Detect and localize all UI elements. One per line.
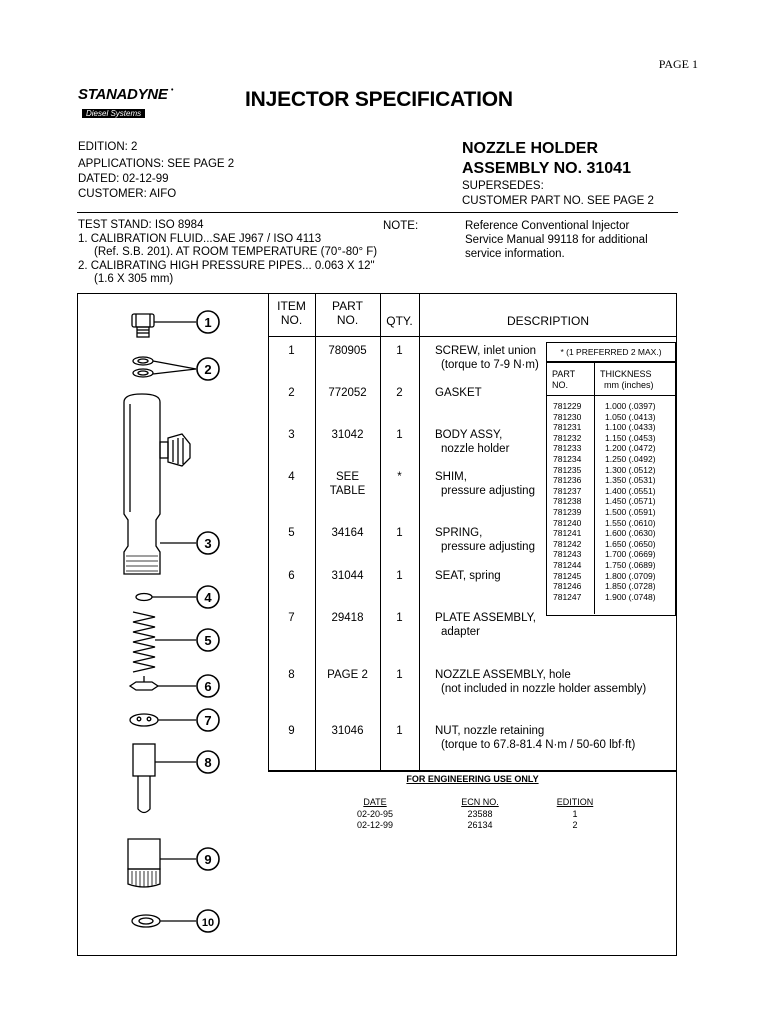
eng-header-ecn-text: ECN NO.	[461, 797, 499, 807]
logo-brand: STANADYNE	[78, 86, 168, 103]
shim-part-no: 781231	[553, 422, 582, 433]
row-qty: 1	[396, 345, 403, 357]
row-description	[435, 526, 535, 554]
row-qty: 1	[396, 429, 403, 441]
row-part-no	[315, 386, 380, 400]
callout-number: 9	[204, 852, 212, 867]
shim-part-no: 781244	[553, 559, 582, 570]
row-description-line2: (torque to 67.8-81.4 N·m / 50-60 lbf·ft)	[441, 739, 636, 751]
eng-header-date	[345, 797, 405, 807]
header-qty: QTY.	[386, 314, 413, 328]
spring-part	[133, 612, 155, 672]
header-part	[315, 299, 380, 327]
row-item-no: 3	[288, 429, 295, 441]
row-description-line2: pressure adjusting	[441, 541, 535, 553]
shim-header-thickness	[600, 369, 654, 390]
screw-part	[132, 314, 154, 337]
shim-note: * (1 PREFERRED 2 MAX.)	[546, 342, 676, 362]
assembly-title-line1: NOZZLE HOLDER	[462, 140, 598, 157]
row-item-no: 5	[288, 527, 295, 539]
header-part-line1: PART	[332, 299, 363, 313]
row-qty: 1	[396, 570, 403, 582]
callout-number: 2	[204, 362, 212, 377]
shim-thickness: 1.200 (.0472)	[605, 443, 656, 454]
row-part-line1: 34164	[331, 527, 364, 539]
shim-thickness: 1.250 (.0492)	[605, 453, 656, 464]
header-part-line2: NO.	[336, 313, 359, 327]
row-part-no	[315, 724, 380, 738]
shim-thickness: 1.300 (.0512)	[605, 464, 656, 475]
test-stand-block	[78, 219, 377, 287]
row-item-no: 6	[288, 570, 295, 582]
engineering-divider	[268, 770, 677, 772]
body-part	[124, 394, 190, 574]
spring-seat-part	[130, 676, 158, 690]
page-number: PAGE 1	[658, 57, 698, 71]
test-line-3: 2. CALIBRATING HIGH PRESSURE PIPES... 0.063 X 12"	[78, 259, 375, 272]
engineering-title-text: FOR ENGINEERING USE ONLY	[406, 774, 539, 784]
shim-thickness: 1.650 (.0650)	[605, 538, 656, 549]
shim-part-no: 781243	[553, 549, 582, 560]
eng-header-ecn	[450, 797, 510, 807]
exploded-view-drawing	[78, 294, 268, 956]
gasket-parts	[133, 357, 153, 377]
engineering-title	[268, 774, 677, 784]
row-description-line1: PLATE ASSEMBLY,	[435, 612, 536, 624]
stanadyne-logo	[78, 86, 178, 121]
table-header-divider	[268, 336, 677, 337]
row-item-no: 7	[288, 612, 295, 624]
callout-number: 1	[204, 315, 212, 330]
row-qty: 1	[396, 669, 403, 681]
customer-part-text: CUSTOMER PART NO. SEE PAGE 2	[462, 195, 654, 207]
table-divider	[419, 293, 420, 770]
shim-thickness: 1.900 (.0748)	[605, 591, 656, 602]
shim-thickness: 1.450 (.0571)	[605, 496, 656, 507]
shim-part-no: 781235	[553, 464, 582, 475]
row-qty: 2	[396, 387, 403, 399]
eng-date: 02-12-99	[356, 820, 394, 830]
eng-edition: 2	[572, 820, 578, 830]
row-description	[435, 470, 535, 498]
shim-part-no: 781247	[553, 591, 582, 602]
shim-thickness-list	[605, 401, 656, 602]
row-part-line1: 31046	[331, 725, 364, 737]
shim-thickness: 1.550 (.0610)	[605, 517, 656, 528]
shim-part-no: 781233	[553, 443, 582, 454]
row-description-line2: nozzle holder	[441, 443, 510, 455]
row-item-no: 8	[288, 669, 295, 681]
nozzle-nut-part	[128, 839, 160, 887]
row-part-line1: 780905	[328, 345, 367, 357]
header-item-line2: NO.	[280, 313, 303, 327]
header-right	[462, 139, 654, 209]
callout-number: 3	[204, 536, 212, 551]
shim-part	[136, 594, 152, 601]
header-divider	[77, 212, 678, 213]
shim-header-thickness-line2: mm (inches)	[604, 379, 654, 390]
shim-thickness: 1.500 (.0591)	[605, 506, 656, 517]
row-qty: *	[397, 471, 402, 483]
eng-header-date-text: DATE	[363, 797, 387, 807]
shim-thickness: 1.850 (.0728)	[605, 581, 656, 592]
row-part-no	[315, 344, 380, 358]
row-part-line1: PAGE 2	[327, 669, 368, 681]
row-part-no	[315, 668, 380, 682]
row-description-line1: GASKET	[435, 387, 482, 399]
row-description-line1: SHIM,	[435, 471, 467, 483]
row-part-line2: TABLE	[329, 485, 366, 497]
dated-text: DATED: 02-12-99	[78, 173, 169, 185]
shim-part-list	[553, 401, 581, 602]
test-line-4: (1.6 X 305 mm)	[94, 273, 174, 285]
washer-part	[132, 915, 160, 927]
row-description-line2: (torque to 7-9 N·m)	[441, 359, 539, 371]
row-description-line1: SPRING,	[435, 527, 483, 539]
shim-header-thickness-line1: THICKNESS	[600, 369, 652, 379]
note-label: NOTE:	[383, 220, 419, 232]
shim-thickness: 1.400 (.0551)	[605, 485, 656, 496]
eng-date: 02-20-95	[356, 809, 394, 819]
shim-part-no: 781234	[553, 453, 582, 464]
row-part-line1: SEE	[335, 471, 359, 483]
callout-number: 4	[204, 590, 212, 605]
row-part-line1: 31044	[331, 570, 364, 582]
shim-part-no: 781230	[553, 411, 582, 422]
shim-thickness: 1.600 (.0630)	[605, 528, 656, 539]
row-item-no: 2	[288, 387, 295, 399]
shim-part-no: 781245	[553, 570, 582, 581]
eng-edition: 1	[572, 809, 578, 819]
row-part-no	[315, 569, 380, 583]
shim-column-divider	[594, 362, 595, 614]
shim-thickness: 1.800 (.0709)	[605, 570, 656, 581]
row-part-line1: 29418	[331, 612, 364, 624]
shim-part-no: 781240	[553, 517, 582, 528]
assembly-title-line2: ASSEMBLY NO. 31041	[462, 160, 631, 177]
shim-thickness: 1.750 (.0689)	[605, 559, 656, 570]
shim-part-no: 781238	[553, 496, 582, 507]
shim-thickness: 1.350 (.0531)	[605, 475, 656, 486]
shim-part-no: 781242	[553, 538, 582, 549]
shim-part-no: 781239	[553, 506, 582, 517]
shim-part-no: 781229	[553, 401, 582, 411]
callout-number: 6	[204, 679, 212, 694]
shim-table	[546, 342, 676, 614]
test-line-2: (Ref. S.B. 201). AT ROOM TEMPERATURE (70°-80° F)	[94, 246, 378, 258]
callout-number: 8	[204, 755, 212, 770]
note-line-1: Reference Conventional Injector	[465, 220, 630, 232]
edition-text: EDITION: 2	[78, 141, 138, 153]
row-description-line2: adapter	[441, 626, 481, 638]
row-item-no: 4	[288, 471, 295, 483]
header-item	[268, 299, 315, 327]
callout-number: 7	[204, 713, 212, 728]
shim-header-part-line1: PART	[552, 369, 576, 379]
header-item-line1: ITEM	[277, 299, 306, 313]
row-description	[435, 611, 536, 639]
shim-header-divider	[546, 395, 676, 396]
row-part-line1: 31042	[331, 429, 364, 441]
page-title: INJECTOR SPECIFICATION	[245, 88, 513, 111]
shim-part-no: 781232	[553, 432, 582, 443]
row-item-no: 1	[288, 345, 295, 357]
shim-part-no: 781236	[553, 475, 582, 486]
row-description	[435, 428, 509, 456]
shim-header-part	[552, 369, 575, 390]
row-part-no	[315, 470, 380, 498]
row-description-line2: (not included in nozzle holder assembly)	[441, 683, 647, 695]
note-text	[465, 219, 648, 261]
row-description-line1: NUT, nozzle retaining	[435, 725, 545, 737]
row-part-line1: 772052	[328, 387, 367, 399]
row-part-no	[315, 526, 380, 540]
row-description-line1: NOZZLE ASSEMBLY, hole	[435, 669, 571, 681]
shim-thickness: 1.150 (.0453)	[605, 432, 656, 443]
shim-part-no: 781241	[553, 528, 582, 539]
shim-header-part-line2: NO.	[552, 379, 569, 390]
nozzle-part	[133, 744, 155, 813]
eng-ecn: 26134	[467, 820, 493, 830]
row-part-no	[315, 428, 380, 442]
row-description-line1: BODY ASSY,	[435, 429, 503, 441]
row-description	[435, 724, 635, 752]
shim-thickness: 1.050 (.0413)	[605, 411, 656, 422]
row-qty: 1	[396, 527, 403, 539]
supersedes-text: SUPERSEDES:	[462, 180, 544, 192]
note-line-2: Service Manual 99118 for additional	[465, 234, 648, 246]
callout-number: 10	[201, 917, 215, 929]
row-description-line2: pressure adjusting	[441, 485, 535, 497]
applications-text: APPLICATIONS: SEE PAGE 2	[78, 158, 235, 170]
eng-header-edition-text: EDITION	[556, 797, 594, 807]
row-qty: 1	[396, 612, 403, 624]
shim-thickness: 1.100 (.0433)	[605, 422, 656, 433]
shim-thickness: 1.000 (.0397)	[605, 401, 656, 411]
row-description	[435, 569, 501, 583]
customer-text: CUSTOMER: AIFO	[78, 188, 177, 200]
row-description	[435, 386, 482, 400]
header-left	[78, 140, 234, 202]
row-part-no	[315, 611, 380, 625]
row-description-line1: SCREW, inlet union	[435, 345, 536, 357]
note-line-3: service information.	[465, 248, 565, 260]
row-description-line1: SEAT, spring	[435, 570, 501, 582]
row-item-no: 9	[288, 725, 295, 737]
eng-ecn: 23588	[467, 809, 493, 819]
logo-subtitle: Diesel Systems	[82, 109, 145, 118]
shim-part-no: 781246	[553, 581, 582, 592]
row-description	[435, 344, 539, 372]
header-description: DESCRIPTION	[506, 314, 589, 328]
adapter-plate-part	[130, 714, 158, 726]
callout-number: 5	[204, 633, 212, 648]
row-qty: 1	[396, 725, 403, 737]
eng-header-edition	[545, 797, 605, 807]
shim-thickness: 1.700 (.0669)	[605, 549, 656, 560]
row-description	[435, 668, 646, 696]
test-line-1: 1. CALIBRATION FLUID...SAE J967 / ISO 4113	[78, 232, 322, 245]
shim-part-no: 781237	[553, 485, 582, 496]
test-stand: TEST STAND: ISO 8984	[78, 219, 204, 231]
